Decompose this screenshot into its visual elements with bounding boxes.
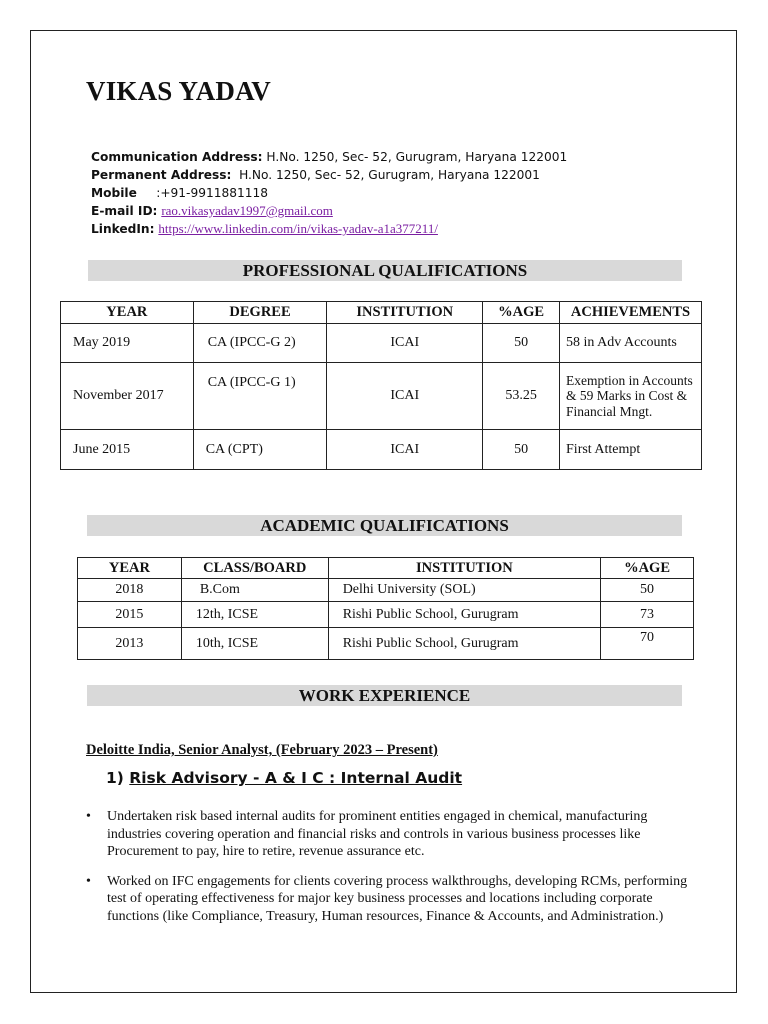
table-row: [61, 430, 702, 470]
cell-percentage: 70: [601, 628, 694, 660]
email-link[interactable]: rao.vikasyadav1997@gmail.com: [161, 203, 333, 218]
cell-class-board: 12th, ICSE: [181, 602, 328, 628]
communication-address-value: H.No. 1250, Sec- 52, Gurugram, Haryana 122001: [266, 150, 568, 164]
cell-class-board: 10th, ICSE: [181, 628, 328, 660]
cell-achievement: First Attempt: [560, 430, 702, 470]
job-title: Deloitte India, Senior Analyst, (February 2023 – Present): [86, 742, 438, 758]
cell-institution: ICAI: [327, 324, 483, 363]
header-year: YEAR: [78, 558, 182, 579]
mobile-value: :+91-9911881118: [156, 186, 268, 200]
cell-percentage: 50: [601, 579, 694, 602]
cell-year: May 2019: [61, 324, 194, 363]
linkedin: [91, 220, 567, 238]
cell-percentage: 53.25: [483, 363, 560, 430]
linkedin-label: LinkedIn:: [91, 222, 155, 236]
cell-institution: Rishi Public School, Gurugram: [328, 602, 600, 628]
header-institution: INSTITUTION: [328, 558, 600, 579]
header-institution: INSTITUTION: [327, 302, 483, 324]
candidate-name: VIKAS YADAV: [86, 76, 272, 106]
cell-percentage: 50: [483, 324, 560, 363]
communication-address-label: Communication Address:: [91, 150, 263, 164]
cell-percentage: 50: [483, 430, 560, 470]
header-percentage: %AGE: [483, 302, 560, 324]
cell-degree: CA (CPT): [193, 430, 327, 470]
cell-institution: Rishi Public School, Gurugram: [328, 628, 600, 660]
permanent-address-value: H.No. 1250, Sec- 52, Gurugram, Haryana 122001: [239, 168, 540, 182]
cell-year: 2018: [78, 579, 182, 602]
mobile-label: Mobile: [91, 186, 137, 200]
professional-qualifications-table: [60, 301, 702, 470]
subsection-title: Risk Advisory - A & I C : Internal Audit: [129, 769, 463, 787]
responsibilities-list: [86, 808, 698, 937]
permanent-address-label: Permanent Address:: [91, 168, 232, 182]
academic-qualifications-heading: ACADEMIC QUALIFICATIONS: [87, 515, 682, 536]
cell-percentage: 73: [601, 602, 694, 628]
table-row: [78, 579, 694, 602]
cell-class-board: B.Com: [181, 579, 328, 602]
table-row: [78, 602, 694, 628]
subsection-number: 1): [106, 769, 124, 787]
table-header-row: [61, 302, 702, 324]
work-experience-heading: WORK EXPERIENCE: [87, 685, 682, 706]
cell-achievement: Exemption in Accounts & 59 Marks in Cost & Financial Mngt.: [560, 363, 702, 430]
linkedin-link[interactable]: https://www.linkedin.com/in/vikas-yadav-a1a377211/: [158, 221, 438, 236]
cell-degree: CA (IPCC-G 2): [193, 324, 327, 363]
header-class-board: CLASS/BOARD: [181, 558, 328, 579]
table-row: [61, 363, 702, 430]
list-item-text: Worked on IFC engagements for clients covering process walkthroughs, developing RCMs, performing test of operating effectiveness for major key business processes and locations including corporate functions (like Compliance, Treasury, Human resources, Finance & Accounts, and Administration.): [107, 873, 688, 924]
header-percentage: %AGE: [601, 558, 694, 579]
cell-year: 2013: [78, 628, 182, 660]
academic-qualifications-table: [77, 557, 694, 660]
cell-institution: ICAI: [327, 363, 483, 430]
cell-year: November 2017: [61, 363, 194, 430]
permanent-address: [91, 166, 567, 184]
cell-institution: Delhi University (SOL): [328, 579, 600, 602]
list-item: [86, 808, 698, 861]
table-row: [61, 324, 702, 363]
bullet-icon: •: [86, 809, 91, 824]
mobile: [91, 184, 567, 202]
contact-block: [91, 148, 567, 238]
header-achievements: ACHIEVEMENTS: [560, 302, 702, 324]
cell-degree: CA (IPCC-G 1): [193, 363, 327, 430]
email: [91, 202, 567, 220]
cell-institution: ICAI: [327, 430, 483, 470]
bullet-icon: •: [86, 873, 91, 889]
list-item-text: Undertaken risk based internal audits for prominent entities engaged in chemical, manufacturing industries covering operation and financial risks and controls in various business processes like Procurement to pay, hire to retire, revenue assurance etc.: [107, 809, 648, 859]
communication-address: [91, 148, 567, 166]
header-degree: DEGREE: [193, 302, 327, 324]
professional-qualifications-heading: PROFESSIONAL QUALIFICATIONS: [88, 260, 682, 281]
cell-year: 2015: [78, 602, 182, 628]
table-row: [78, 628, 694, 660]
list-item: [86, 873, 698, 926]
cell-year: June 2015: [61, 430, 194, 470]
job-subsection: [106, 769, 462, 787]
table-header-row: [78, 558, 694, 579]
cell-achievement: 58 in Adv Accounts: [560, 324, 702, 363]
header-year: YEAR: [61, 302, 194, 324]
email-label: E-mail ID:: [91, 204, 158, 218]
